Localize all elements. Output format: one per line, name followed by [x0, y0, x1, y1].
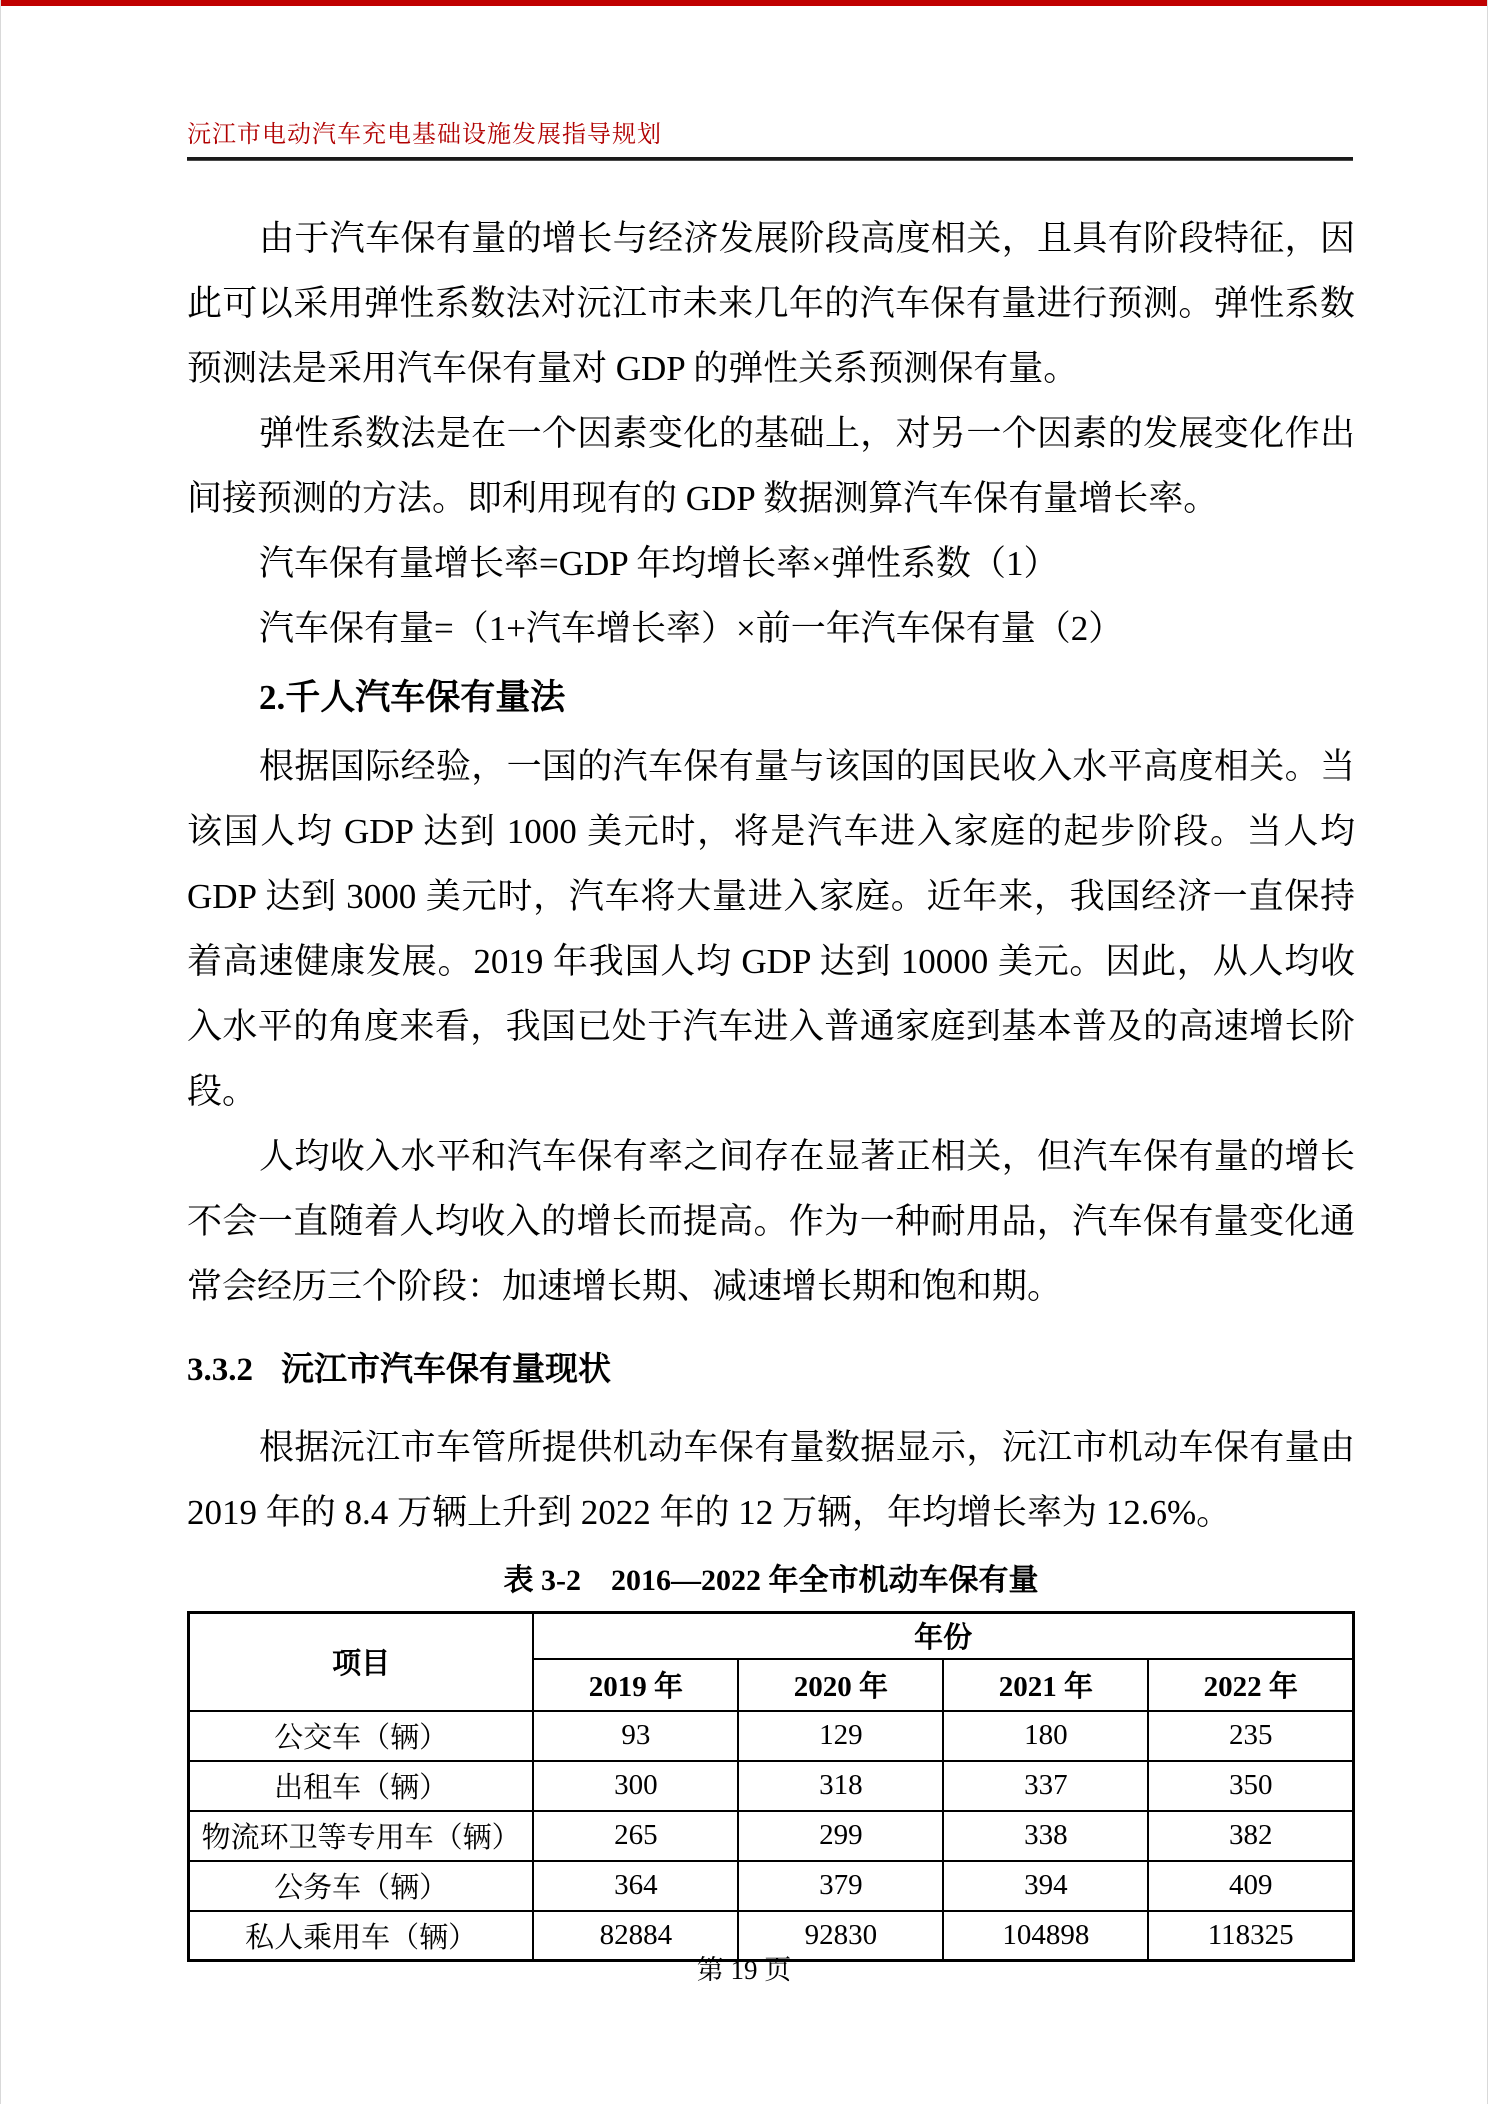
column-header-2019: 2019 年	[533, 1659, 738, 1711]
cell-value: 104898	[943, 1911, 1148, 1961]
paragraph-elasticity-intro: 由于汽车保有量的增长与经济发展阶段高度相关，且具有阶段特征，因此可以采用弹性系数法对沅江市未来几年的汽车保有量进行预测。弹性系数预测法是采用汽车保有量对 GDP 的弹性关系预测保有量。	[187, 219, 1355, 388]
formula-ownership: 汽车保有量=（1+汽车增长率）×前一年汽车保有量（2）	[259, 609, 1124, 648]
paragraph-income-correlation: 人均收入水平和汽车保有率之间存在显著正相关，但汽车保有量的增长不会一直随着人均收入的增长而提高。作为一种耐用品，汽车保有量变化通常会经历三个阶段：加速增长期、减速增长期和饱和期。	[187, 1137, 1355, 1306]
cell-value: 318	[738, 1761, 943, 1811]
formula-growth-rate: 汽车保有量增长率=GDP 年均增长率×弹性系数（1）	[259, 544, 1059, 583]
table-row-official	[189, 1861, 1354, 1911]
page-number: 第 19 页	[696, 1955, 792, 1985]
row-label: 物流环卫等专用车（辆）	[189, 1811, 534, 1861]
cell-value: 129	[738, 1711, 943, 1761]
row-label: 公务车（辆）	[189, 1861, 534, 1911]
column-header-item: 项目	[189, 1613, 534, 1711]
section-heading-3-3-2	[187, 1339, 1355, 1401]
cell-value: 337	[943, 1761, 1148, 1811]
table-caption: 表 3-2 2016—2022 年全市机动车保有量	[503, 1564, 1039, 1597]
cell-value: 409	[1148, 1861, 1353, 1911]
cell-value: 299	[738, 1811, 943, 1861]
section-title: 沅江市汽车保有量现状	[281, 1352, 611, 1388]
cell-value: 93	[533, 1711, 738, 1761]
cell-value: 180	[943, 1711, 1148, 1761]
table-row-bus	[189, 1711, 1354, 1761]
row-label: 出租车（辆）	[189, 1761, 534, 1811]
header-title: 沅江市电动汽车充电基础设施发展指导规划	[187, 122, 662, 148]
cell-value: 300	[533, 1761, 738, 1811]
cell-value: 265	[533, 1811, 738, 1861]
cell-value: 364	[533, 1861, 738, 1911]
column-header-2022: 2022 年	[1148, 1659, 1353, 1711]
page-header	[187, 118, 1353, 161]
subsection-heading-per-thousand: 2.千人汽车保有量法	[259, 678, 566, 717]
document-body	[187, 206, 1355, 1962]
paragraph-current-ownership: 根据沅江市车管所提供机动车保有量数据显示，沅江市机动车保有量由 2019 年的 8.4 万辆上升到 2022 年的 12 万辆，年均增长率为 12.6%。	[187, 1428, 1355, 1532]
section-number: 3.3.2	[187, 1352, 253, 1388]
column-header-2021: 2021 年	[943, 1659, 1148, 1711]
cell-value: 350	[1148, 1761, 1353, 1811]
paragraph-international-experience: 根据国际经验，一国的汽车保有量与该国的国民收入水平高度相关。当该国人均 GDP 达到 1000 美元时，将是汽车进入家庭的起步阶段。当人均 GDP 达到 3000 美元时，汽车将大量进入家庭。近年来，我国经济一直保持着高速健康发展。2019 年我国人均 GDP 达到 10000 美元。因此，从人均收入水平的角度来看，我国已处于汽车进入普通家庭到基本普及的高速增长阶段。	[187, 747, 1355, 1111]
top-edge-bar	[1, 0, 1487, 6]
cell-value: 118325	[1148, 1911, 1353, 1961]
vehicle-ownership-table	[187, 1611, 1355, 1962]
paragraph-elasticity-method: 弹性系数法是在一个因素变化的基础上，对另一个因素的发展变化作出间接预测的方法。即利用现有的 GDP 数据测算汽车保有量增长率。	[187, 414, 1355, 518]
table-row-logistics	[189, 1811, 1354, 1861]
cell-value: 379	[738, 1861, 943, 1911]
column-header-year-group: 年份	[533, 1613, 1353, 1659]
cell-value: 92830	[738, 1911, 943, 1961]
table-row-taxi	[189, 1761, 1354, 1811]
row-label: 私人乘用车（辆）	[189, 1911, 534, 1961]
header-rule	[187, 157, 1353, 161]
page-footer	[1, 1950, 1487, 1990]
cell-value: 394	[943, 1861, 1148, 1911]
row-label: 公交车（辆）	[189, 1711, 534, 1761]
cell-value: 235	[1148, 1711, 1353, 1761]
table-header-row-group	[189, 1613, 1354, 1659]
cell-value: 338	[943, 1811, 1148, 1861]
cell-value: 382	[1148, 1811, 1353, 1861]
cell-value: 82884	[533, 1911, 738, 1961]
column-header-2020: 2020 年	[738, 1659, 943, 1711]
